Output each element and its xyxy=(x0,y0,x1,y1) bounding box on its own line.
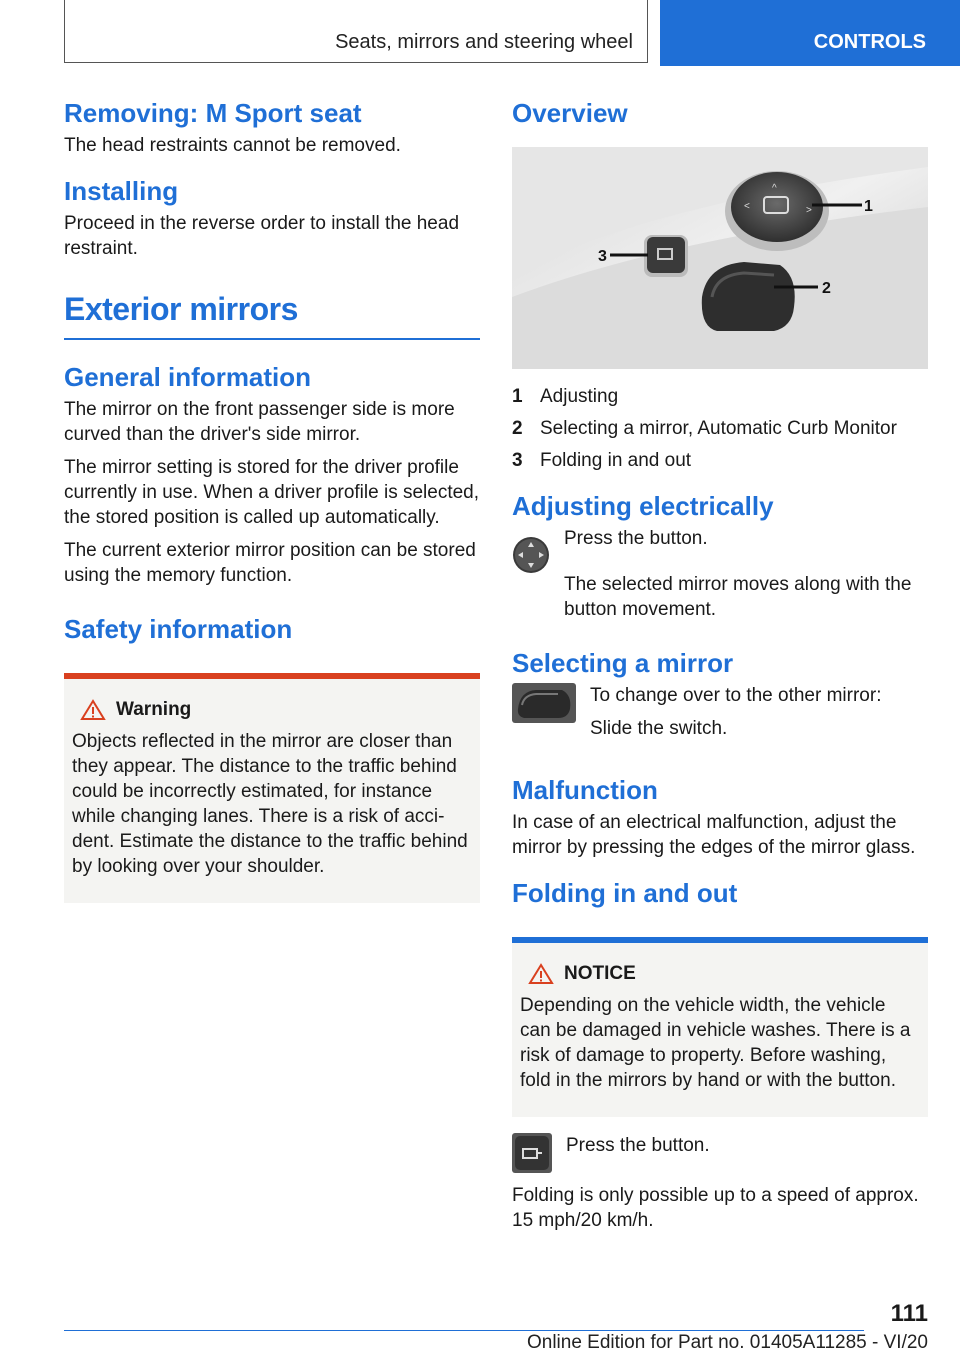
safety-info-heading: Safety information xyxy=(64,614,293,644)
adjust-block xyxy=(512,526,928,574)
fold-text-1: Press the button. xyxy=(566,1135,710,1156)
removing-heading: Removing: M Sport seat xyxy=(64,98,362,128)
legend-item: 3 Folding in and out xyxy=(512,450,692,471)
select-text-2: Slide the switch. xyxy=(590,718,728,739)
right-column xyxy=(512,98,928,1241)
callout-3: 3 xyxy=(598,248,607,265)
malfunction-heading: Malfunction xyxy=(512,775,658,805)
legend-item: 1 Adjusting xyxy=(512,386,619,407)
warning-triangle-icon xyxy=(80,699,106,721)
exterior-mirrors-heading: Exterior mirrors xyxy=(64,291,480,340)
page-header xyxy=(0,0,960,66)
installing-heading: Installing xyxy=(64,176,179,206)
warning-title: Warning xyxy=(116,699,192,720)
general-info-p1: The mirror on the front passenger side is more curved than the driver's side mirror. xyxy=(64,399,455,445)
general-info-p2: The mirror setting is stored for the driver profile currently in use. When a driver profile is selected, the stored position is called up automatically. xyxy=(64,457,480,528)
left-column xyxy=(64,98,480,903)
svg-text:^: ^ xyxy=(772,183,777,194)
adjust-text-2: The selected mirror moves along with the button movement. xyxy=(564,574,912,620)
callout-2: 2 xyxy=(822,280,831,297)
installing-text: Proceed in the reverse order to install the head restraint. xyxy=(64,213,460,259)
callout-1: 1 xyxy=(864,198,873,215)
warning-box xyxy=(64,673,480,903)
warning-text: Objects reflected in the mirror are closer than they appear. The distance to the traffic behind could be incorrectly estimated, for instance while changing lanes. There is a risk of acci-dent. Estimate the distance to the traffic behind by looking over your shoulder. xyxy=(72,731,468,877)
removing-text: The head restraints cannot be removed. xyxy=(64,135,401,156)
footer-divider xyxy=(64,1330,864,1331)
notice-text: Depending on the vehicle width, the vehicle can be damaged in vehicle washes. There is a risk of damage to property. Before washing, fold in the mirrors by hand or with the button. xyxy=(520,995,911,1091)
malfunction-text: In case of an electrical malfunction, adjust the mirror by pressing the edges of the mirror glass. xyxy=(512,812,916,858)
select-block xyxy=(512,683,928,749)
edition-note: Online Edition for Part no. 01405A11285 - VI/20 xyxy=(526,1332,928,1353)
section-title: Seats, mirrors and steering wheel xyxy=(64,0,648,63)
adjusting-heading: Adjusting electrically xyxy=(512,491,774,521)
overview-legend xyxy=(512,384,928,473)
notice-title: NOTICE xyxy=(564,963,636,984)
legend-item: 2 Selecting a mirror, Automatic Curb Monitor xyxy=(512,418,897,439)
general-info-heading: General information xyxy=(64,362,312,392)
adjust-text-1: Press the button. xyxy=(564,528,708,549)
selecting-heading: Selecting a mirror xyxy=(512,648,734,678)
four-way-button-icon xyxy=(512,536,550,574)
warning-triangle-icon xyxy=(528,963,554,985)
chapter-tab[interactable]: CONTROLS xyxy=(660,0,960,66)
general-info-p3: The current exterior mirror position can be stored using the memory function. xyxy=(64,540,476,586)
select-text-1: To change over to the other mirror: xyxy=(590,685,882,706)
svg-text:<: < xyxy=(744,201,750,212)
svg-text:>: > xyxy=(806,205,812,216)
overview-heading: Overview xyxy=(512,98,628,128)
mirror-switch-icon xyxy=(512,683,576,723)
mirror-controls-photo xyxy=(512,147,928,369)
notice-header xyxy=(528,963,920,985)
fold-button-icon xyxy=(512,1133,552,1173)
page-number: 111 xyxy=(890,1300,928,1327)
fold-block xyxy=(512,1133,928,1173)
fold-text-2: Folding is only possible up to a speed of approx. 15 mph/20 km/h. xyxy=(512,1185,919,1231)
notice-box xyxy=(512,937,928,1117)
warning-header xyxy=(80,699,472,721)
folding-heading: Folding in and out xyxy=(512,878,738,908)
